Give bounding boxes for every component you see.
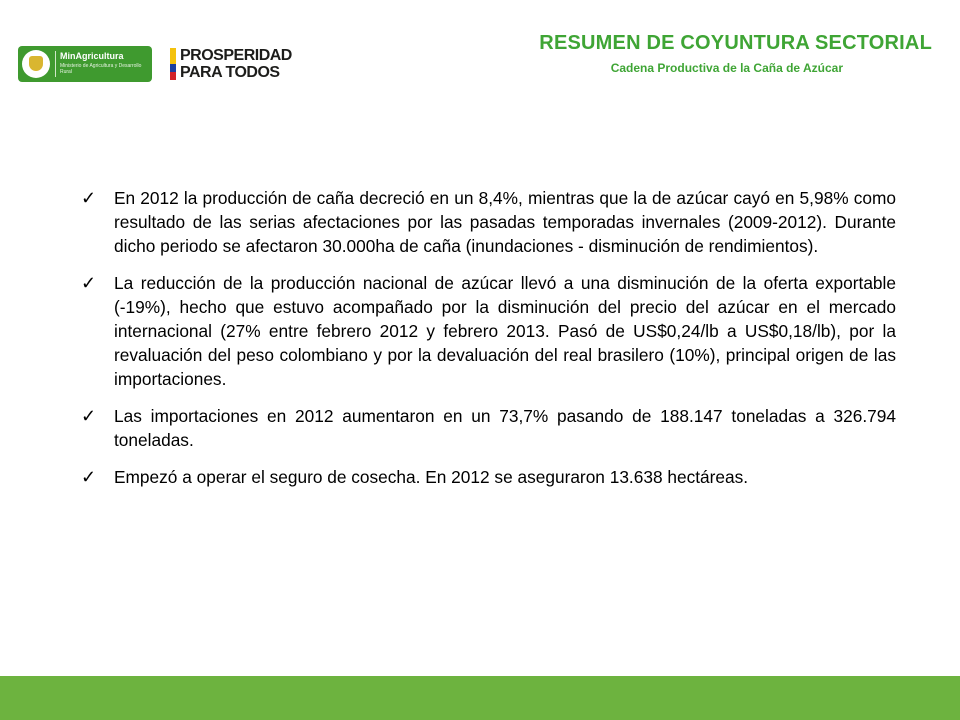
checkmark-icon: ✓ xyxy=(81,406,97,426)
page-title: RESUMEN DE COYUNTURA SECTORIAL xyxy=(539,32,932,54)
prosperity-logo-line1: PROSPERIDAD xyxy=(180,47,292,64)
checkmark-icon: ✓ xyxy=(81,273,97,293)
coat-of-arms-icon xyxy=(22,50,50,78)
ministry-logo-subtitle: Ministerio de Agricultura y Desarrollo Rural xyxy=(60,63,142,75)
bullet-text: La reducción de la producción nacional de azúcar llevó a una disminución de la oferta exportable (-19%), hecho que estuvo acompañado por la disminución del precio del azúcar en el mercado internacional (27% entre febrero 2012 y febrero 2013. Pasó de US$0,24/lb a US$0,18/lb), por la revaluación del peso colombiano y por la devaluación del real brasilero (10%), principal origen de las importaciones. xyxy=(114,273,896,389)
ministry-logo-name: MinAgricultura xyxy=(60,51,124,61)
bullet-item xyxy=(78,404,896,452)
footer-bar xyxy=(0,676,960,720)
checkmark-icon: ✓ xyxy=(81,467,97,487)
logo-divider xyxy=(55,51,56,77)
bullet-text: En 2012 la producción de caña decreció en un 8,4%, mientras que la de azúcar cayó en 5,98% como resultado de las serias afectaciones por las pasadas temporadas invernales (2009-2012). Durante dicho periodo se afectaron 30.000ha de caña (inundaciones - disminución de rendimientos). xyxy=(114,188,896,256)
bullet-item xyxy=(78,271,896,391)
colombia-flag-icon xyxy=(170,48,176,80)
bullet-text: Las importaciones en 2012 aumentaron en un 73,7% pasando de 188.147 toneladas a 326.794 toneladas. xyxy=(114,406,896,450)
prosperidad-para-todos-logo xyxy=(170,46,310,82)
bullet-list xyxy=(78,186,896,502)
prosperity-logo-line2: PARA TODOS xyxy=(180,64,280,81)
bullet-item xyxy=(78,465,896,489)
page-subtitle: Cadena Productiva de la Caña de Azúcar xyxy=(610,61,843,75)
bullet-item xyxy=(78,186,896,258)
bullet-text: Empezó a operar el seguro de cosecha. En 2012 se aseguraron 13.638 hectáreas. xyxy=(114,467,749,487)
checkmark-icon: ✓ xyxy=(81,188,97,208)
minagricultura-logo xyxy=(18,46,152,82)
